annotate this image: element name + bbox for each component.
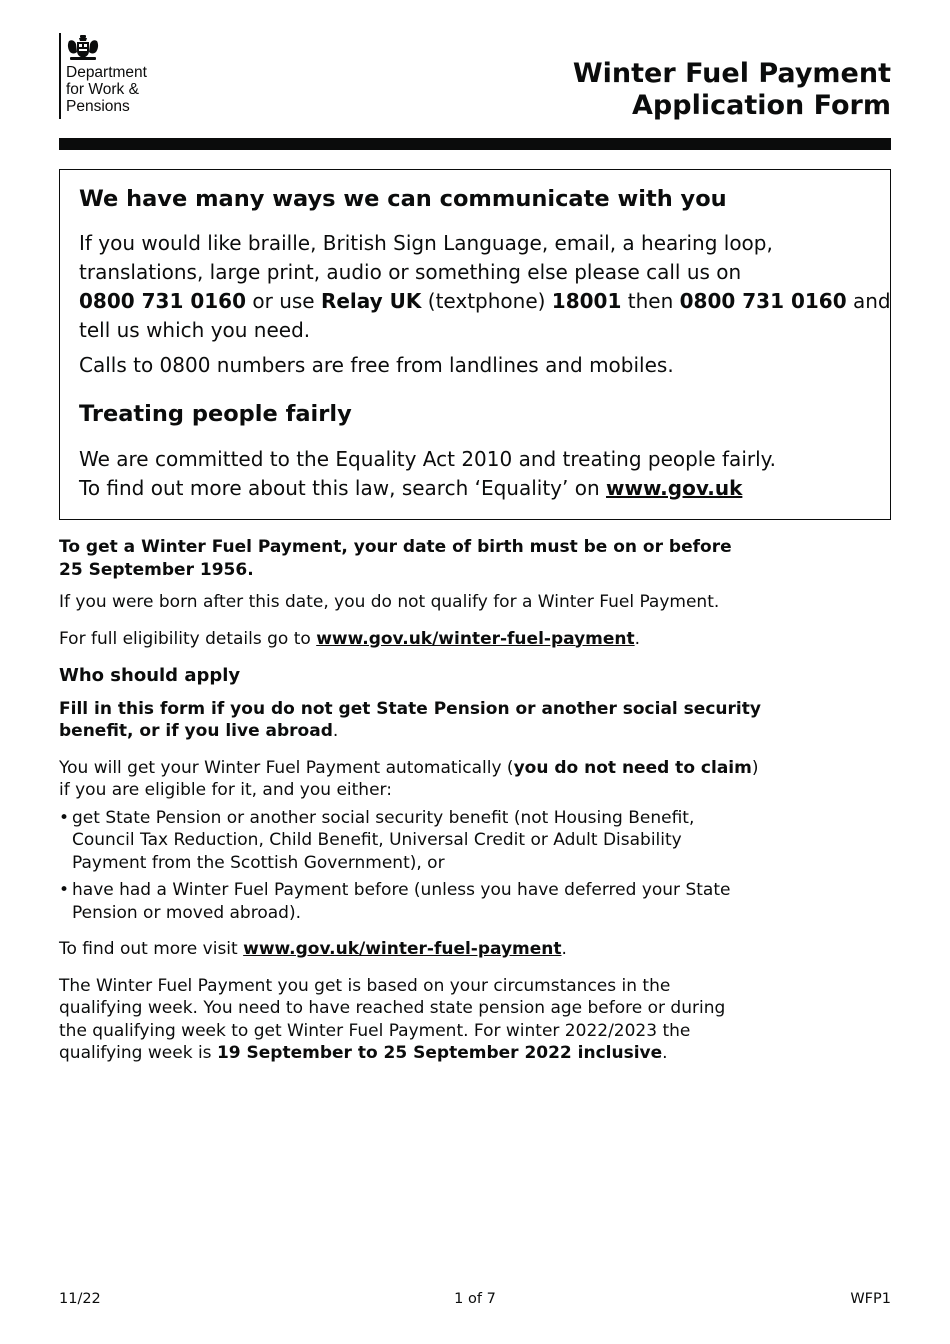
automatic-payment-text: [59, 757, 759, 802]
text: .: [561, 939, 567, 959]
communication-heading: We have many ways we can communicate with you: [79, 186, 727, 212]
winter-fuel-payment-link[interactable]: www.gov.uk/winter-fuel-payment: [316, 628, 635, 649]
communication-contact-line: [79, 287, 891, 316]
fill-in-line: benefit, or if you live abroad: [59, 721, 333, 741]
eligibility-details: [59, 628, 759, 651]
department-name-line: for Work &: [66, 81, 139, 98]
text: .: [662, 1043, 668, 1063]
communication-intro: [79, 229, 891, 345]
bullet-line: Payment from the Scottish Government), or: [72, 852, 445, 873]
born-after-note: If you were born after this date, you do not qualify for a Winter Fuel Payment.: [59, 592, 720, 612]
text: To find out more visit: [59, 939, 238, 959]
footer-page-number: 1 of 7: [454, 1291, 496, 1307]
bullet-line: • get State Pension or another social security benefit (not Housing Benefit,: [72, 807, 695, 828]
phone-number: 0800 731 0160: [79, 289, 247, 313]
communication-intro-line: If you would like braille, British Sign Language, email, a hearing loop,: [79, 231, 773, 255]
bullet-line: • have had a Winter Fuel Payment before (unless you have deferred your State: [72, 880, 731, 900]
fairly-heading: Treating people fairly: [79, 401, 352, 427]
calls-free-note: Calls to 0800 numbers are free from landlines and mobiles.: [79, 353, 674, 377]
eligibility-line: 25 September 1956.: [59, 559, 254, 580]
footer-form-code: WFP1: [850, 1291, 891, 1307]
fill-in-line: Fill in this form if you do not get State Pension or another social security: [59, 698, 761, 719]
bullet-line: Council Tax Reduction, Child Benefit, Universal Credit or Adult Disability: [72, 830, 682, 850]
text: .: [332, 721, 339, 741]
text: and: [852, 289, 891, 313]
fairly-line: [79, 474, 869, 503]
text: qualifying week is: [59, 1043, 212, 1063]
relay-uk-name: Relay UK: [320, 289, 422, 313]
eligibility-line: To get a Winter Fuel Payment, your date of birth must be on or before: [59, 537, 732, 557]
communication-intro-line: tell us which you need.: [79, 318, 311, 342]
text: .: [634, 628, 641, 649]
department-name-line: Department: [66, 64, 147, 81]
fairly-line: We are committed to the Equality Act 2010 and treating people fairly.: [79, 447, 776, 471]
bullet-line: Pension or moved abroad).: [72, 902, 301, 923]
automatic-line: if you are eligible for it, and you either:: [59, 780, 392, 800]
who-should-apply-heading: Who should apply: [59, 665, 241, 686]
list-item: [59, 807, 759, 875]
text: then: [627, 289, 674, 313]
form-title-line: Application Form: [632, 90, 891, 121]
logo-rule: [59, 33, 61, 119]
eligibility-statement: [59, 536, 759, 581]
phone-number: 0800 731 0160: [679, 289, 847, 313]
royal-coat-of-arms-icon: [66, 33, 100, 61]
qualifying-line: The Winter Fuel Payment you get is based on your circumstances in the: [59, 975, 671, 996]
winter-fuel-payment-link[interactable]: www.gov.uk/winter-fuel-payment: [243, 939, 562, 959]
main-content: [59, 536, 759, 1065]
footer-date-code: 11/22: [59, 1291, 101, 1307]
department-name-line: Pensions: [66, 98, 130, 115]
fill-in-instruction: [59, 698, 759, 743]
relay-number: 18001: [551, 289, 622, 313]
text: To find out more about this law, search ‘Equality’ on: [79, 476, 600, 500]
find-out-more: [59, 938, 759, 961]
no-need-to-claim: you do not need to claim: [513, 757, 752, 778]
qualifying-line: qualifying week. You need to have reached state pension age before or during: [59, 998, 726, 1018]
qualifying-line: the qualifying week to get Winter Fuel Payment. For winter 2022/2023 the: [59, 1020, 691, 1041]
header-rule: [59, 138, 891, 150]
text: For full eligibility details go to: [59, 628, 311, 649]
form-title: [573, 58, 891, 122]
department-name: [66, 64, 186, 115]
qualifying-week-text: [59, 975, 759, 1065]
communication-intro-line: translations, large print, audio or something else please call us on: [79, 260, 742, 284]
qualifying-week-dates: 19 September to 25 September 2022 inclusive: [216, 1043, 663, 1063]
communication-box: [59, 169, 891, 520]
text: You will get your Winter Fuel Payment automatically (: [59, 757, 514, 778]
eligibility-bullet-list: [59, 807, 759, 925]
text: or use: [252, 289, 315, 313]
fairly-text: [79, 445, 869, 503]
gov-uk-link[interactable]: www.gov.uk: [606, 476, 743, 500]
text: ): [751, 757, 759, 778]
form-title-line: Winter Fuel Payment: [572, 58, 891, 89]
list-item: [59, 879, 759, 924]
text: (textphone): [427, 289, 546, 313]
